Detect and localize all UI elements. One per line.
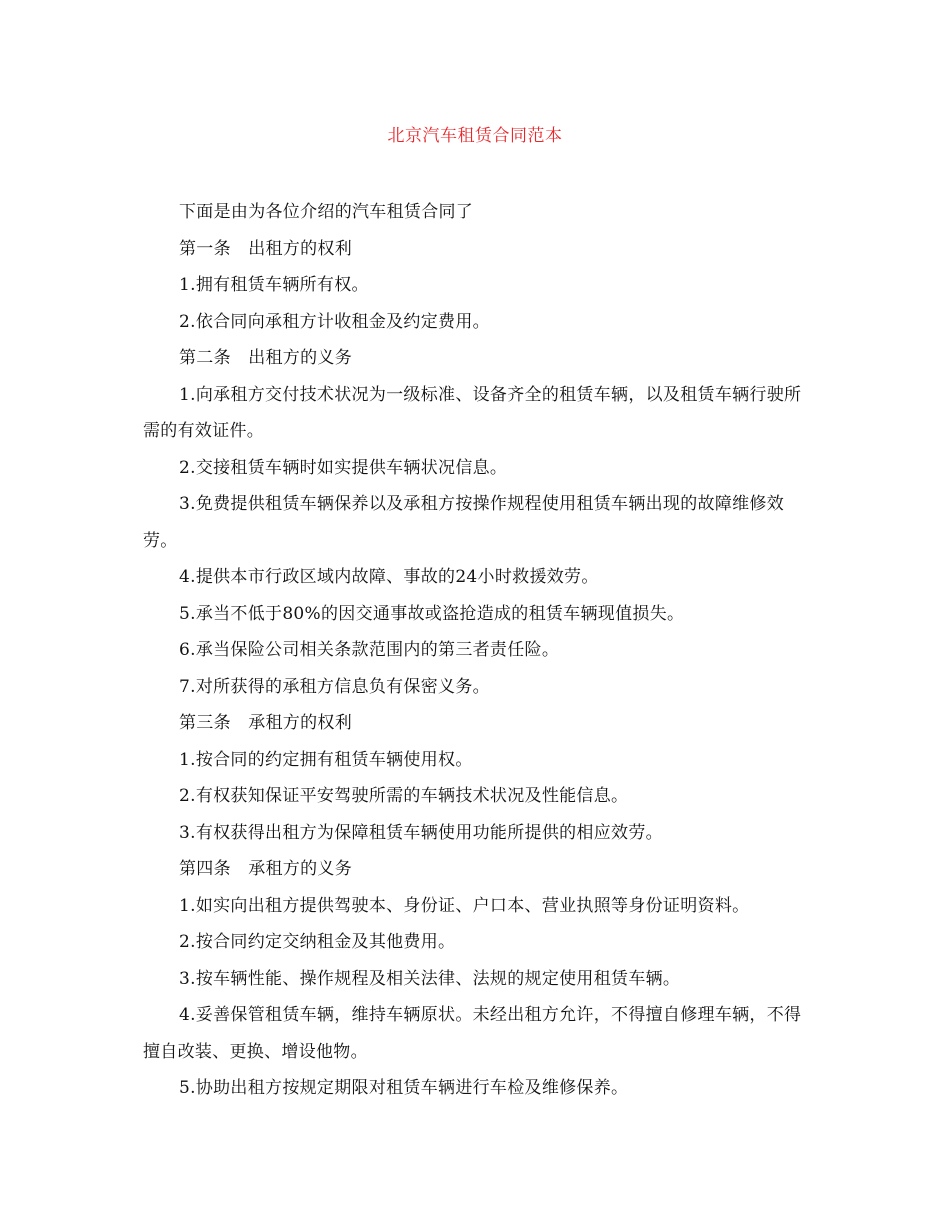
section-heading: 第二条 出租方的义务 (179, 348, 352, 368)
intro-paragraph: 下面是由为各位介绍的汽车租赁合同了 (179, 202, 474, 222)
clause-paragraph: 6.承当保险公司相关条款范围内的第三者责任险。 (179, 640, 560, 660)
clause-paragraph: 1.向承租方交付技术状况为一级标准、设备齐全的租赁车辆，以及租赁车辆行驶所需的有效证件。 (143, 384, 802, 441)
clause-paragraph: 1.拥有租赁车辆所有权。 (179, 275, 369, 295)
document-body (143, 194, 803, 1107)
clause-paragraph: 5.承当不低于80%的因交通事故或盗抢造成的租赁车辆现值损失。 (179, 603, 685, 624)
clause-paragraph: 7.对所获得的承租方信息负有保密义务。 (179, 676, 490, 697)
clause-paragraph: 2.按合同约定交纳租金及其他费用。 (179, 932, 456, 952)
clause-paragraph: 1.按合同的约定拥有租赁车辆使用权。 (179, 749, 473, 770)
clause-paragraph: 4.妥善保管租赁车辆，维持车辆原状。未经出租方允许，不得擅自修理车辆，不得擅自改装、更换、增设他物。 (143, 1005, 802, 1062)
clause-paragraph: 2.依合同向承租方计收租金及约定费用。 (179, 311, 490, 332)
section-heading: 第三条 承租方的权利 (179, 713, 352, 733)
clause-paragraph: 2.有权获知保证平安驾驶所需的车辆技术状况及性能信息。 (179, 786, 629, 806)
clause-paragraph: 2.交接租赁车辆时如实提供车辆状况信息。 (179, 457, 508, 478)
section-heading: 第四条 承租方的义务 (179, 859, 352, 879)
clause-paragraph: 4.提供本市行政区域内故障、事故的24小时救援效劳。 (179, 567, 599, 587)
document-title: 北京汽车租赁合同范本 (387, 126, 563, 146)
clause-paragraph: 3.有权获得出租方为保障租赁车辆使用功能所提供的相应效劳。 (179, 822, 663, 843)
clause-paragraph: 1.如实向出租方提供驾驶本、身份证、户口本、营业执照等身份证明资料。 (179, 895, 750, 916)
clause-paragraph: 3.按车辆性能、操作规程及相关法律、法规的规定使用租赁车辆。 (179, 968, 681, 989)
clause-paragraph: 3.免费提供租赁车辆保养以及承租方按操作规程使用租赁车辆出现的故障维修效劳。 (143, 494, 785, 551)
section-heading: 第一条 出租方的权利 (179, 238, 352, 259)
clause-paragraph: 5.协助出租方按规定期限对租赁车辆进行车检及维修保养。 (179, 1078, 629, 1098)
